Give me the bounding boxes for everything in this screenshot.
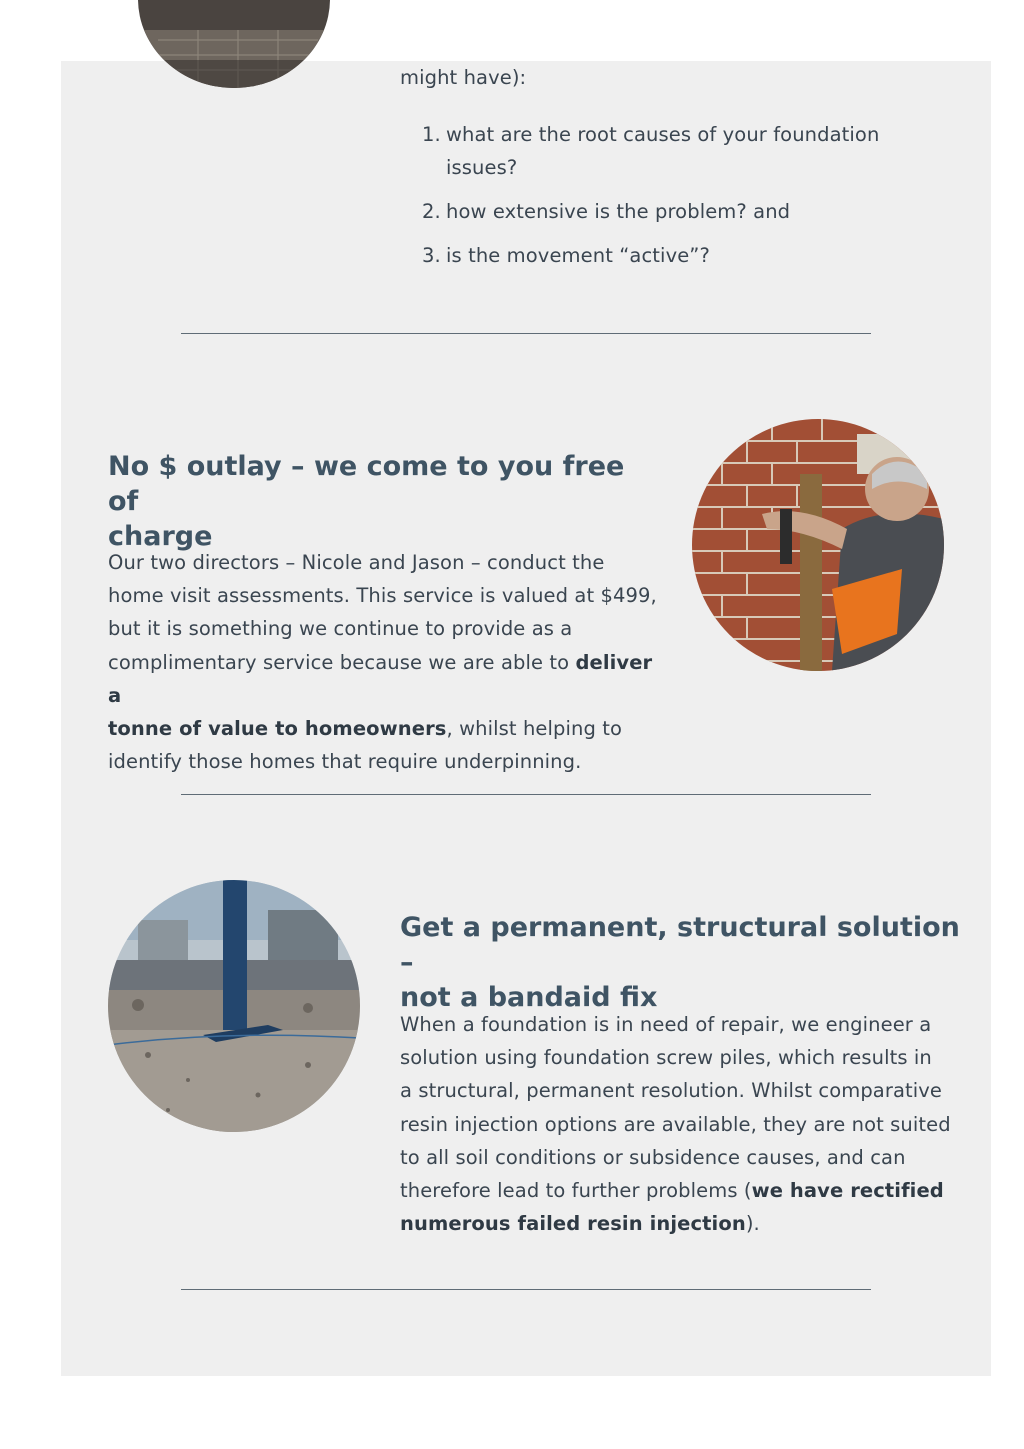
permanent-paragraph: When a foundation is in need of repair, we engineer a solution using foundation screw piles, which results in a structural, permanent resolution. Whilst comparative resin injection options are available, they are not suited to all soil conditions or subsidence causes, and can therefore lead to further problems (we have rectified numerous failed resin injection). — [400, 1013, 951, 1236]
section-divider — [181, 333, 871, 334]
section-divider — [181, 1289, 871, 1290]
worker-drilling-brick-wall-photo — [692, 419, 944, 671]
list-item: 1. what are the root causes of your foundation issues? — [422, 123, 880, 179]
outlay-heading: No $ outlay – we come to you free of charge — [108, 451, 625, 552]
list-item: 2. how extensive is the problem? and — [422, 200, 791, 223]
section-divider — [181, 794, 871, 795]
list-item: 3. is the movement “active”? — [422, 244, 710, 267]
steps-list — [400, 118, 920, 283]
outlay-paragraph: Our two directors – Nicole and Jason – conduct the home visit assessments. This service is valued at $499, but it is something we continue to provide as a complimentary service because we are able to deliver a tonne of value to homeowners, whilst helping to identify those homes that require underpinning. — [108, 551, 657, 774]
screw-pile-in-ground-photo — [108, 880, 360, 1132]
permanent-heading: Get a permanent, structural solution – not a bandaid fix — [400, 912, 960, 1013]
intro-tail-text: might have): — [400, 66, 527, 89]
